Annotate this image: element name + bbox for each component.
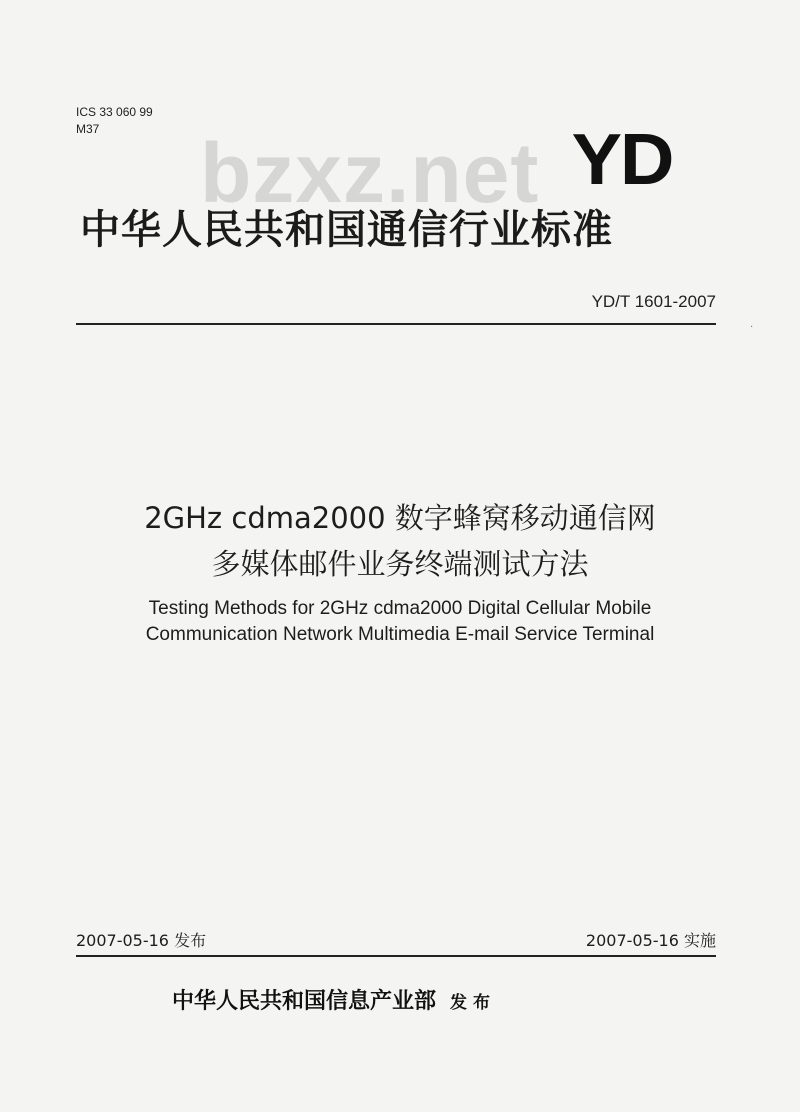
title-en-line2: Communication Network Multimedia E-mail Service Terminal — [145, 624, 655, 645]
document-title-chinese — [0, 495, 800, 587]
issuer-name: 中华人民共和国信息产业部 — [172, 988, 437, 1014]
bottom-divider — [76, 955, 716, 957]
implement-date: 2007-05-16 实施 — [585, 931, 716, 950]
title-zh-line1: 2GHz cdma2000 数字蜂窝移动通信网 — [144, 501, 656, 535]
title-zh-line2: 多媒体邮件业务终端测试方法 — [211, 547, 589, 581]
watermark: bzxz.net — [200, 126, 540, 220]
document-title-english — [0, 596, 800, 648]
issue-word: 发布 — [450, 993, 497, 1013]
publish-date: 2007-05-16 发布 — [76, 931, 207, 950]
standard-number: YD/T 1601-2007 — [591, 292, 716, 311]
yd-logo: YD — [571, 120, 673, 200]
top-divider — [76, 323, 716, 325]
category-code: M37 — [76, 122, 100, 136]
edge-mark: · — [750, 322, 754, 333]
standard-title: 中华人民共和国通信行业标准 — [80, 207, 613, 253]
classification-block — [76, 104, 153, 138]
title-en-line1: Testing Methods for 2GHz cdma2000 Digital Cellular Mobile — [148, 598, 652, 619]
issuing-authority — [172, 984, 496, 1015]
ics-code: ICS 33 060 99 — [76, 105, 153, 119]
